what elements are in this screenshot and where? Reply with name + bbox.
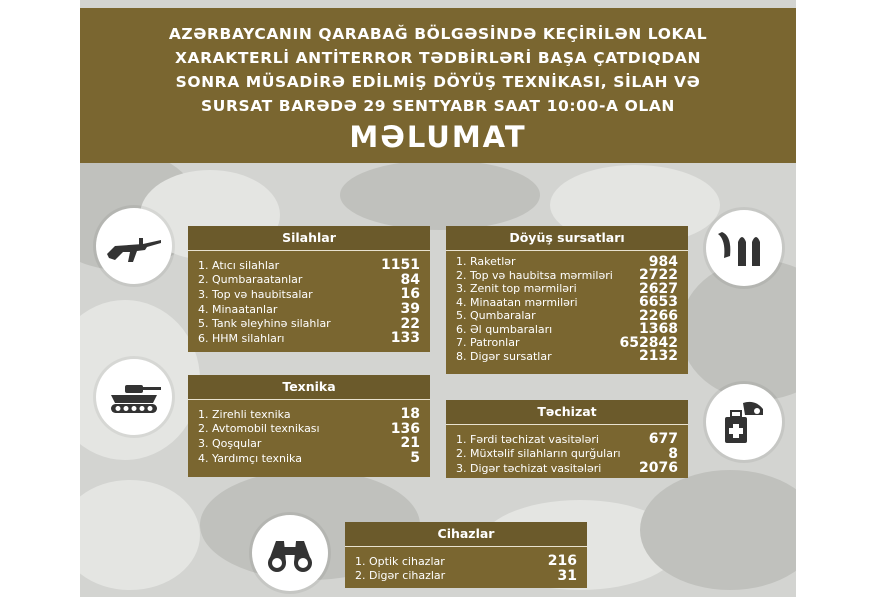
row-value: 21: [400, 435, 420, 452]
row-label: 5. Qumbaralar: [456, 309, 536, 323]
header-line: XARAKTERLİ ANTİTERROR TƏDBİRLƏRİ BAŞA ÇATDIQDAN: [174, 49, 702, 67]
table-row: [198, 302, 420, 317]
row-value: 677: [648, 431, 678, 448]
row-value: 1151: [381, 257, 420, 274]
weapons-panel: [188, 226, 430, 352]
row-value: 652842: [619, 334, 678, 351]
infographic: [80, 0, 796, 597]
row-label: 6. HHM silahları: [198, 331, 285, 345]
row-value: 16: [400, 286, 420, 303]
header-banner: [80, 8, 796, 163]
table-row: [198, 258, 420, 273]
devices-panel: [345, 522, 587, 588]
row-label: 2. Digər cihazlar: [355, 569, 446, 583]
row-value: 136: [390, 420, 420, 437]
row-label: 7. Patronlar: [456, 336, 520, 350]
tank-icon: [96, 359, 172, 435]
row-label: 8. Digər sursatlar: [456, 349, 552, 363]
row-label: 4. Minaatanlar: [198, 302, 278, 316]
table-row: [198, 436, 420, 451]
equipment-kit-icon: [706, 384, 782, 460]
row-label: 2. Avtomobil texnikası: [198, 422, 320, 436]
panel-title: Texnika: [188, 375, 430, 400]
table-row: [198, 407, 420, 422]
row-value: 2627: [639, 280, 678, 297]
row-value: 2722: [639, 267, 678, 284]
rifle-icon: [96, 208, 172, 284]
table-row: [456, 432, 678, 447]
ammunition-icon: [706, 210, 782, 286]
row-value: 984: [648, 253, 678, 270]
table-row: [198, 287, 420, 302]
table-row: [456, 350, 678, 364]
row-value: 2076: [639, 460, 678, 477]
table-row: [198, 422, 420, 437]
row-label: 4. Yardımçı texnika: [198, 451, 302, 465]
header-line: SONRA MÜSADİRƏ EDİLMİŞ DÖYÜŞ TEXNİKASI, SİLAH VƏ: [175, 73, 701, 91]
vehicles-panel: [188, 375, 430, 477]
row-label: 4. Minaatan mərmiləri: [456, 295, 578, 309]
row-label: 3. Qoşqular: [198, 436, 262, 450]
row-label: 3. Top və haubitsalar: [198, 287, 313, 301]
binoculars-icon: [252, 515, 328, 591]
row-value: 2132: [639, 348, 678, 365]
header-line: SURSAT BARƏDƏ 29 SENTYABR SAAT 10:00-A OLAN: [201, 97, 675, 115]
row-label: 1. Atıcı silahlar: [198, 258, 280, 272]
row-label: 2. Top və haubitsa mərmiləri: [456, 268, 613, 282]
row-label: 5. Tank əleyhinə silahlar: [198, 317, 331, 331]
table-row: [198, 331, 420, 346]
row-label: 6. Əl qumbaraları: [456, 322, 553, 336]
row-label: 1. Optik cihazlar: [355, 554, 445, 568]
row-label: 1. Raketlər: [456, 255, 516, 269]
header-line: AZƏRBAYCANIN QARABAĞ BÖLGƏSİNDƏ KEÇİRİLƏN LOKAL: [168, 25, 708, 43]
row-value: 216: [547, 553, 577, 570]
table-row: [456, 447, 678, 462]
row-value: 133: [390, 330, 420, 347]
row-label: 2. Müxtəlif silahların qurğuları: [456, 447, 621, 461]
row-value: 6653: [639, 294, 678, 311]
row-value: 31: [557, 567, 577, 584]
panel-title: Cihazlar: [345, 522, 587, 547]
equipment-panel: [446, 400, 688, 478]
row-value: 1368: [639, 321, 678, 338]
table-row: [355, 554, 577, 569]
camo-shape: [340, 160, 540, 230]
table-row: [198, 316, 420, 331]
panel-title: Döyüş sursatları: [446, 226, 688, 251]
row-value: 84: [400, 271, 420, 288]
ammunition-panel: [446, 226, 688, 374]
row-value: 8: [668, 445, 678, 462]
table-row: [198, 451, 420, 466]
table-row: [456, 461, 678, 476]
panel-title: Silahlar: [188, 226, 430, 251]
panel-title: Təchizat: [446, 400, 688, 425]
camo-shape: [640, 470, 796, 590]
row-label: 1. Zirehli texnika: [198, 407, 291, 421]
camo-shape: [80, 480, 200, 590]
row-label: 2. Qumbaraatanlar: [198, 273, 303, 287]
header-title: MƏLUMAT: [349, 120, 527, 154]
row-value: 18: [400, 406, 420, 423]
table-row: [355, 569, 577, 584]
table-row: [198, 273, 420, 288]
row-value: 22: [400, 315, 420, 332]
row-label: 1. Fərdi təchizat vasitələri: [456, 432, 599, 446]
row-value: 5: [410, 450, 420, 467]
row-label: 3. Zenit top mərmiləri: [456, 282, 577, 296]
row-label: 3. Digər təchizat vasitələri: [456, 461, 602, 475]
row-value: 39: [400, 301, 420, 318]
row-value: 2266: [639, 307, 678, 324]
